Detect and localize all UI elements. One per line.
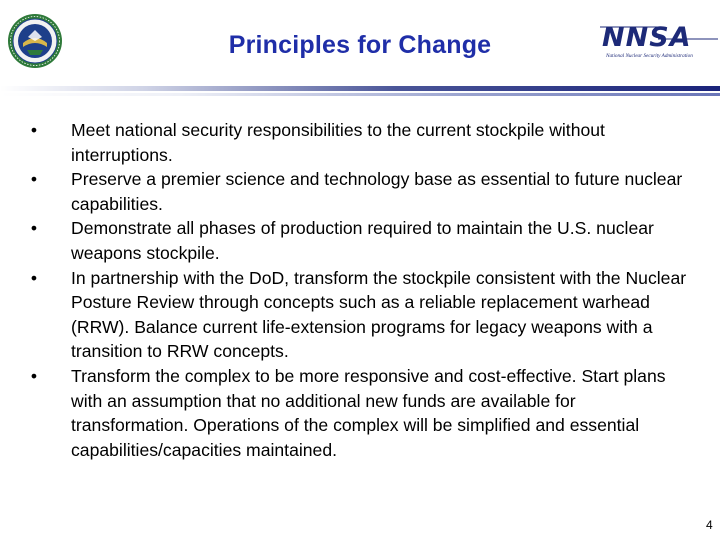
header-rule (0, 86, 720, 91)
svg-text:National Nuclear Security Admi: National Nuclear Security Administration (606, 53, 693, 59)
bullet-text: Demonstrate all phases of production required to maintain the U.S. nuclear weapons stockpile. (71, 218, 654, 263)
doe-seal-icon (7, 13, 63, 69)
list-item (28, 266, 688, 364)
bullet-text: Transform the complex to be more responsive and cost-effective. Start plans with an assumption that no additional new funds are available for transformation. Operations of the complex will be simplified and essential capabilities/capacities maintained. (71, 365, 666, 460)
slide-title: Principles for Change (228, 31, 492, 59)
list-item (28, 167, 688, 216)
list-item (28, 118, 688, 167)
svg-text:NNSA: NNSA (602, 22, 692, 53)
list-item (28, 364, 688, 462)
page-number: 4 (706, 518, 713, 532)
list-item (28, 216, 688, 265)
bullet-text: In partnership with the DoD, transform the stockpile consistent with the Nuclear Posture Review through concepts such as a reliable replacement warhead (RRW). Balance current life-extension programs for legacy weapons with a transition to RRW concepts. (71, 267, 687, 362)
bullet-marker: • (30, 169, 38, 190)
header-rule-accent (0, 93, 720, 96)
nnsa-logo-icon (600, 17, 718, 67)
bullet-text: Meet national security responsibilities to the current stockpile without interruptions. (71, 120, 605, 165)
bullet-marker: • (30, 365, 38, 386)
bullet-marker: • (30, 120, 38, 140)
bullet-marker: • (30, 267, 38, 288)
bullet-text: Preserve a premier science and technology base as essential to future nuclear capabilities. (71, 169, 683, 214)
bullet-marker: • (30, 218, 38, 239)
bullet-list (28, 118, 688, 462)
